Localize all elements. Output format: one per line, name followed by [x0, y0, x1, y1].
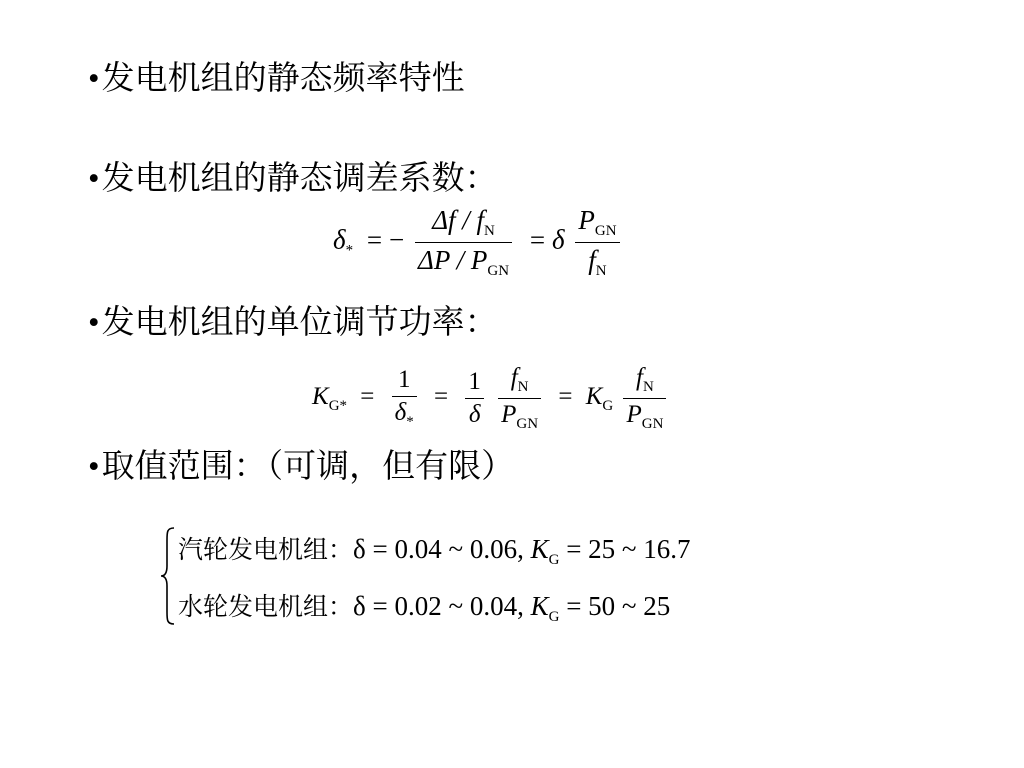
- denominator-text: ΔP / P: [418, 245, 488, 275]
- K-subscript: G: [548, 609, 560, 625]
- denominator-subscript: GN: [641, 416, 664, 432]
- equals-sign: =: [529, 224, 546, 255]
- equals-sign: =: [434, 383, 449, 411]
- K-subscript: G: [548, 552, 560, 568]
- equals-sign: =: [366, 224, 383, 255]
- equals-sign: =: [558, 383, 573, 411]
- bullet-dot: •: [88, 61, 100, 97]
- bullet-dot: •: [88, 161, 100, 197]
- bullet-dot: •: [88, 305, 100, 341]
- fraction-denominator: [623, 399, 666, 433]
- left-brace-icon: [160, 526, 176, 626]
- rated-ratio-fraction: [575, 205, 619, 280]
- numerator-text: f: [636, 364, 643, 391]
- star-subscript: *: [345, 242, 354, 259]
- bullet-value-range: [88, 446, 514, 487]
- K-symbol: K: [312, 383, 329, 411]
- fraction-denominator: [415, 243, 512, 280]
- f-over-p-fraction: [623, 364, 666, 433]
- fraction-denominator: [498, 399, 541, 433]
- hydro-turbine-label: 水轮发电机组：: [178, 592, 354, 621]
- bullet-text: 发电机组的静态频率特性: [101, 58, 465, 97]
- steam-turbine-label: 汽轮发电机组：: [178, 535, 354, 564]
- case-rows: [178, 526, 691, 640]
- fraction-numerator: 1: [465, 368, 484, 399]
- bullet-static-frequency-characteristic: [88, 58, 465, 99]
- reciprocal-delta-star-fraction: [392, 366, 417, 431]
- steam-turbine-K-range: = 25 ~ 16.7: [559, 534, 691, 564]
- numerator-subscript: GN: [594, 223, 617, 239]
- frequency-power-fraction: [415, 205, 512, 280]
- f-over-p-fraction: [498, 364, 541, 433]
- K-symbol: K: [530, 534, 549, 564]
- bullet-text: 发电机组的静态调差系数：: [101, 158, 498, 197]
- delta-symbol: δ: [333, 224, 346, 255]
- fraction-numerator: [498, 364, 541, 399]
- bullet-droop-coefficient: [88, 158, 498, 199]
- hydro-turbine-K-range: = 50 ~ 25: [559, 591, 671, 621]
- minus-sign: −: [389, 224, 405, 255]
- hydro-turbine-delta-range: δ = 0.02 ~ 0.04,: [353, 591, 531, 621]
- denominator-text: δ: [394, 399, 407, 426]
- fraction-denominator: [392, 397, 417, 431]
- numerator-subscript: N: [643, 379, 654, 395]
- denominator-subscript: *: [406, 414, 414, 430]
- fraction-denominator: δ: [468, 401, 481, 428]
- fraction-denominator: [575, 243, 619, 280]
- denominator-text: P: [626, 401, 642, 428]
- bullet-text: 取值范围：（可调，但有限）: [101, 446, 515, 485]
- denominator-subscript: N: [595, 263, 607, 279]
- denominator-text: P: [501, 401, 517, 428]
- K-symbol: K: [585, 383, 603, 411]
- steam-turbine-range-row: [178, 526, 691, 583]
- steam-turbine-delta-range: δ = 0.04 ~ 0.06,: [353, 534, 531, 564]
- equals-sign: =: [360, 383, 375, 411]
- delta-symbol: δ: [552, 224, 565, 255]
- denominator-subscript: GN: [516, 416, 539, 432]
- reciprocal-delta-fraction: [465, 368, 484, 429]
- numerator-subscript: N: [517, 379, 529, 395]
- fraction-numerator: [415, 205, 512, 243]
- K-symbol: K: [530, 591, 549, 621]
- K-subscript: G*: [328, 398, 348, 415]
- bullet-dot: •: [88, 449, 100, 485]
- hydro-turbine-range-row: [178, 583, 691, 640]
- numerator-subscript: N: [484, 223, 495, 239]
- fraction-numerator: 1: [392, 366, 417, 397]
- bullet-text: 发电机组的单位调节功率：: [101, 302, 498, 341]
- droop-coefficient-formula: [333, 205, 624, 280]
- numerator-text: Δf / f: [432, 205, 485, 235]
- unit-regulation-power-formula: [312, 364, 670, 433]
- numerator-text: f: [510, 364, 518, 391]
- fraction-numerator: [623, 364, 666, 399]
- bullet-unit-regulation-power: [88, 302, 498, 343]
- K-subscript: G: [602, 398, 614, 415]
- denominator-subscript: GN: [487, 263, 510, 279]
- fraction-numerator: [575, 205, 619, 243]
- numerator-text: P: [578, 205, 595, 235]
- value-range-cases: [160, 526, 691, 640]
- denominator-text: f: [588, 245, 596, 275]
